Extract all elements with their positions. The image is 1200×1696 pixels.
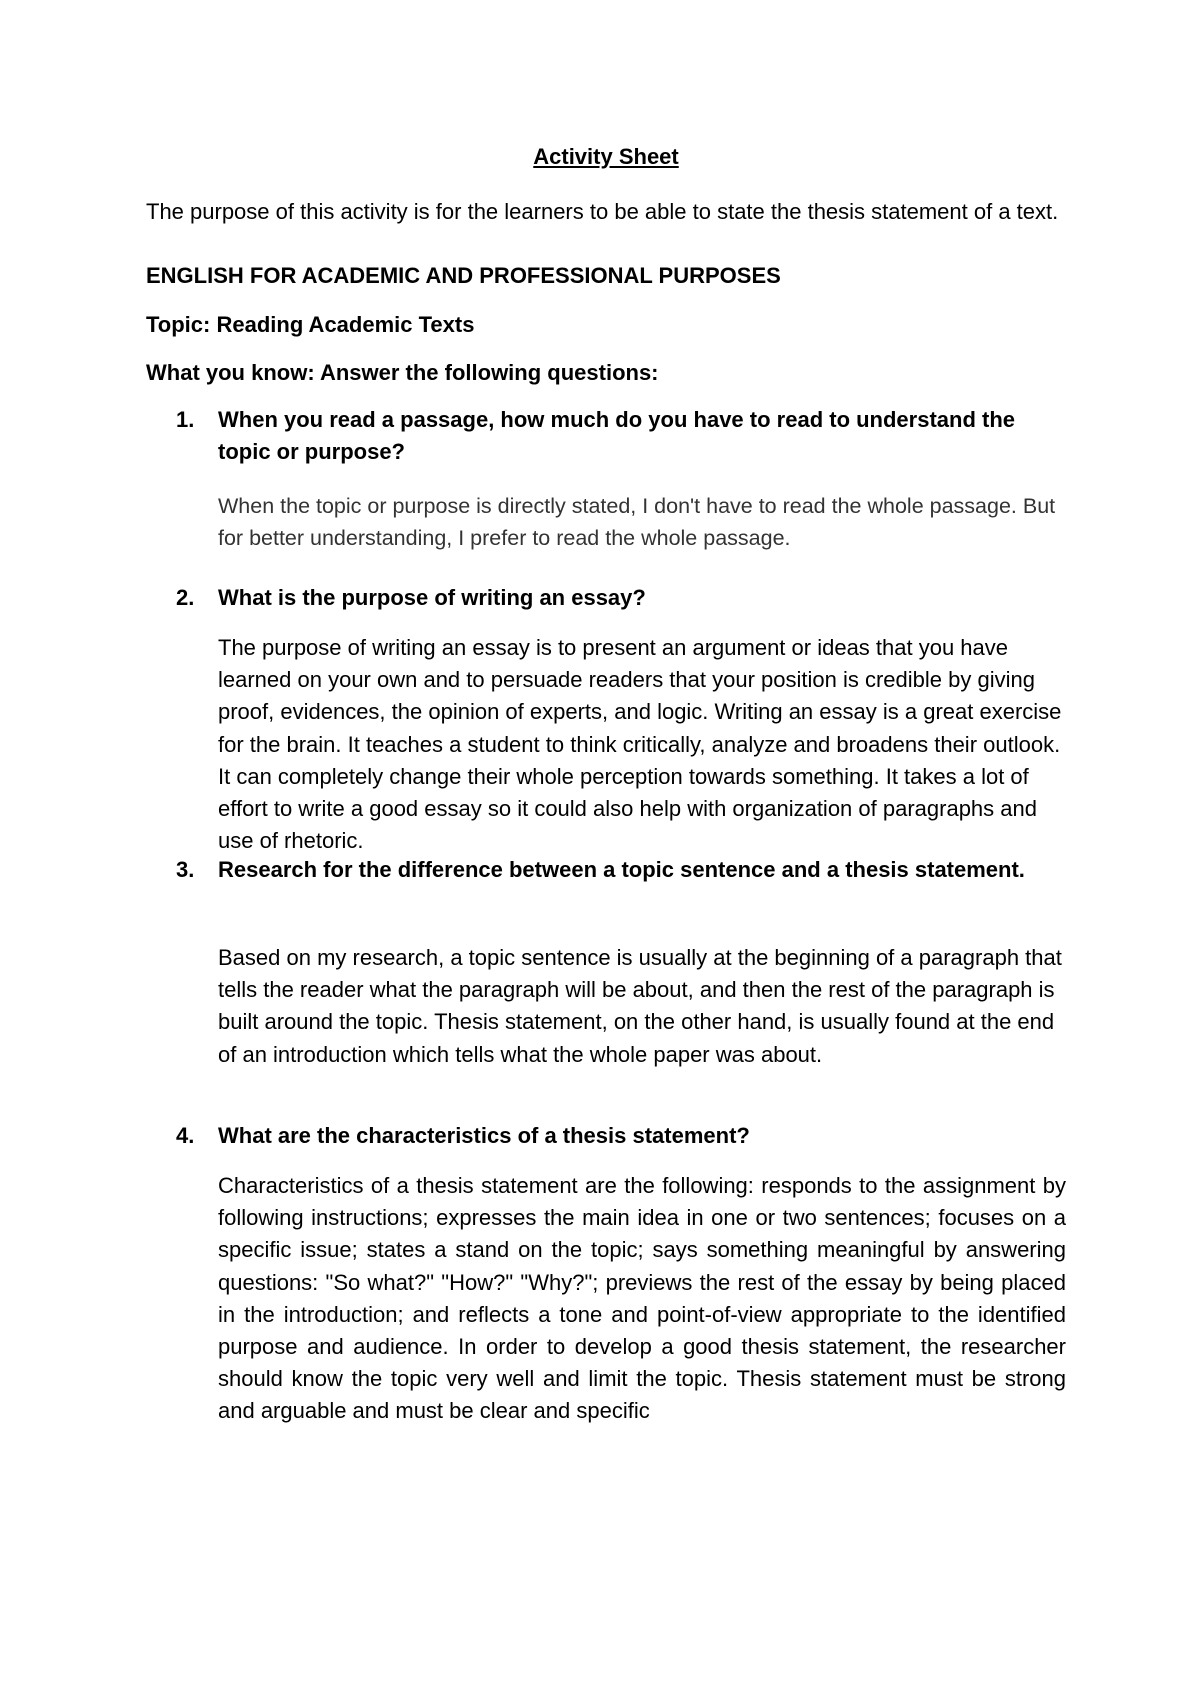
- question-text: What are the characteristics of a thesis statement?: [218, 1123, 750, 1148]
- question-text: What is the purpose of writing an essay?: [218, 585, 646, 610]
- instructions-heading: What you know: Answer the following questions:: [146, 360, 659, 385]
- question-number: 1.: [176, 407, 195, 432]
- question-number: 4.: [176, 1123, 195, 1148]
- question-text: Research for the difference between a topic sentence and a thesis statement.: [218, 857, 1025, 882]
- document-page: [146, 142, 1066, 1682]
- document-title: Activity Sheet: [533, 144, 679, 169]
- answer-text: When the topic or purpose is directly stated, I don't have to read the whole passage. But for better understanding, I prefer to read the whole passage.: [218, 494, 1056, 551]
- answer-text: Based on my research, a topic sentence is usually at the beginning of a paragraph that tells the reader what the paragraph will be about, and then the rest of the paragraph is built around the topic. Thesis statement, on the other hand, is usually found at the end of an introduction which tells what the whole paper was about.: [218, 945, 1062, 1067]
- topic-heading: Topic: Reading Academic Texts: [146, 312, 475, 337]
- question-number: 3.: [176, 857, 195, 882]
- question-number: 2.: [176, 585, 195, 610]
- answer-text: The purpose of writing an essay is to present an argument or ideas that you have learned on your own and to persuade readers that your position is credible by giving proof, evidences, the opinion of experts, and logic. Writing an essay is a great exercise for the brain. It teaches a student to think critically, analyze and broadens their outlook. It can completely change their whole perception towards something. It takes a lot of effort to write a good essay so it could also help with organization of paragraphs and use of rhetoric.: [218, 635, 1062, 854]
- question-text: When you read a passage, how much do you have to read to understand the topic or purpose?: [218, 407, 1016, 464]
- answer-text: Characteristics of a thesis statement are the following: responds to the assignment by following instructions; expresses the main idea in one or two sentences; focuses on a specific issue; states a stand on the topic; says something meaningful by answering questions: "So what?" "How?" "Why?"; previews the rest of the essay by being placed in the introduction; and reflects a tone and point-of-view appropriate to the identified purpose and audience. In order to develop a good thesis statement, the researcher should know the topic very well and limit the topic. Thesis statement must be strong and arguable and must be clear and specific: [218, 1173, 1066, 1424]
- activity-purpose: The purpose of this activity is for the learners to be able to state the thesis statement of a text.: [146, 199, 1059, 224]
- subject-heading: ENGLISH FOR ACADEMIC AND PROFESSIONAL PURPOSES: [146, 263, 781, 288]
